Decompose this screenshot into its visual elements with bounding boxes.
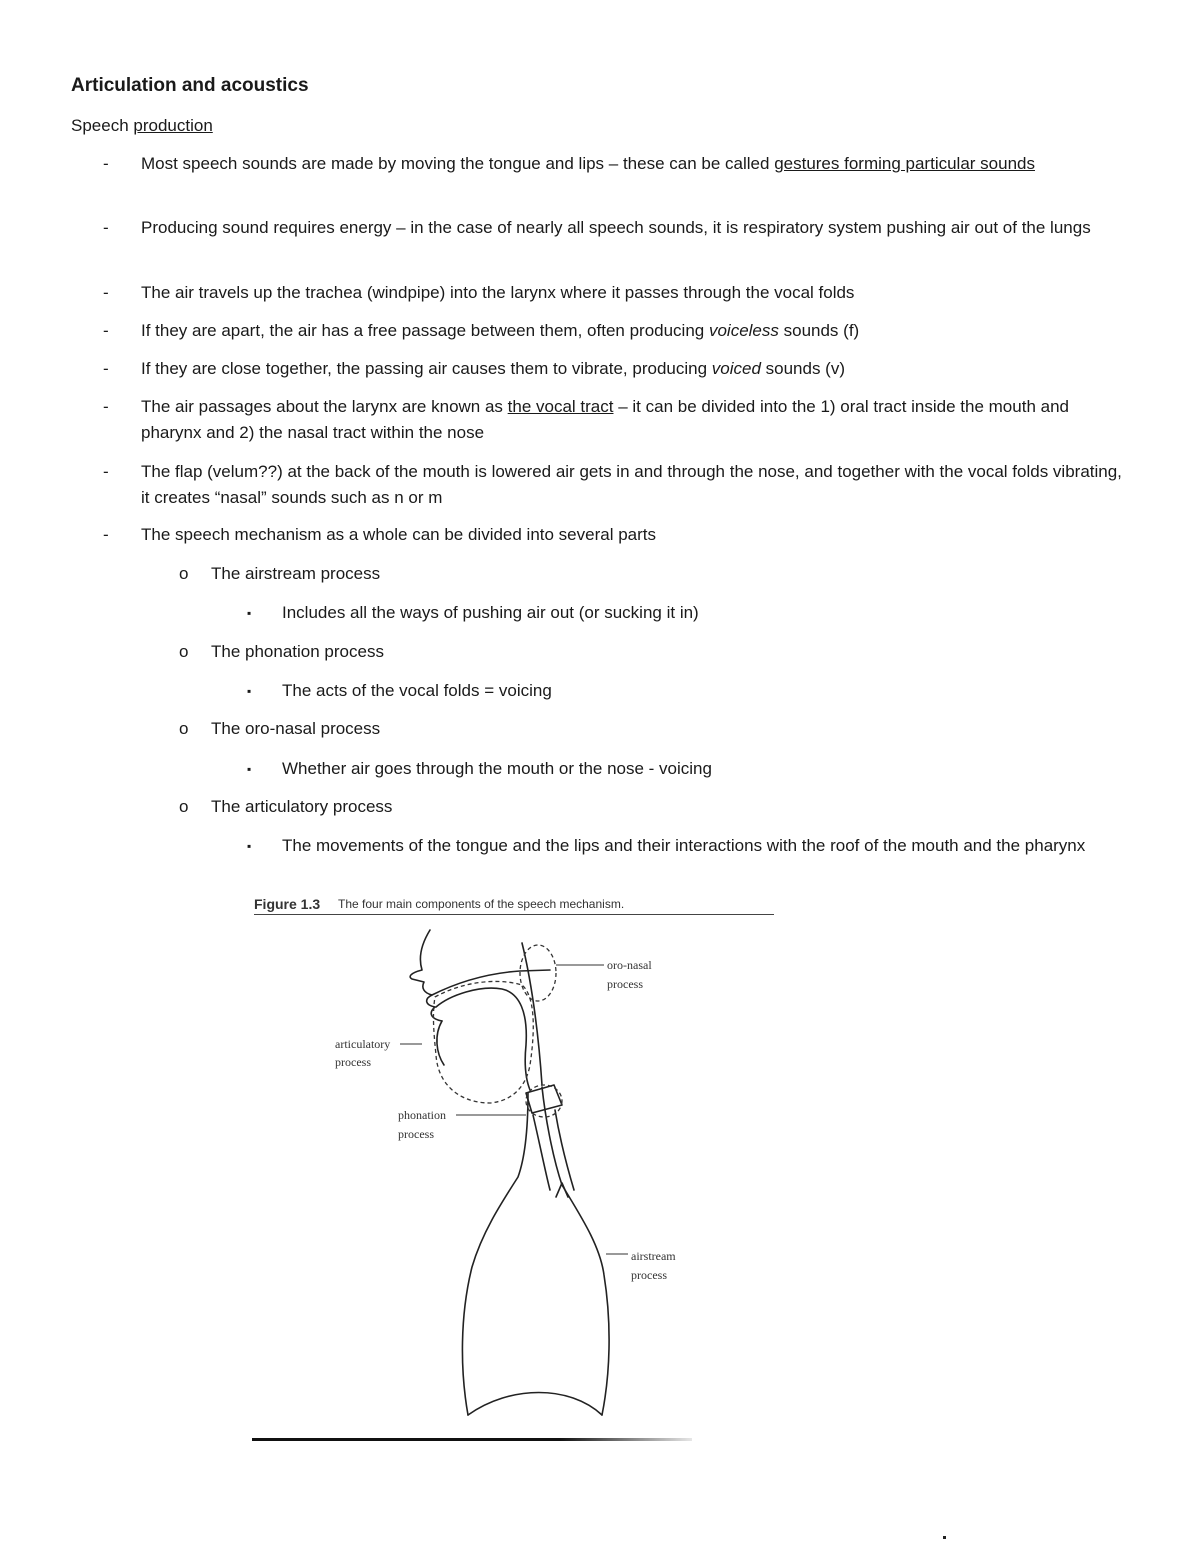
bullet-item-3 bbox=[141, 280, 1131, 306]
label-airstream-line2: process bbox=[631, 1268, 667, 1282]
bullet-text: The speech mechanism as a whole can be divided into several parts bbox=[141, 525, 657, 544]
square-bullet-marker: ▪ bbox=[247, 839, 252, 853]
lungs-bottom bbox=[468, 1393, 602, 1416]
dash-bullet-marker: - bbox=[103, 397, 109, 416]
bullet-text: If they are close together, the passing air causes them to vibrate, producing bbox=[141, 359, 712, 378]
circle-bullet-marker: o bbox=[179, 797, 189, 816]
dash-bullet-marker: - bbox=[103, 462, 109, 481]
neck-back bbox=[542, 1087, 609, 1415]
bullet-text: The air passages about the larynx are known as bbox=[141, 397, 508, 416]
trachea-line-2 bbox=[555, 1110, 574, 1190]
dash-bullet-marker: - bbox=[103, 154, 109, 173]
square-bullet-marker: ▪ bbox=[247, 684, 252, 698]
label-phonation-line1: phonation bbox=[398, 1108, 446, 1122]
bullet-item-1 bbox=[141, 151, 1131, 177]
label-oronasal-line1: oro-nasal bbox=[607, 958, 652, 972]
bullet-italic-text: voiced bbox=[711, 359, 761, 378]
dash-bullet-marker: - bbox=[103, 525, 109, 544]
dash-bullet-marker: - bbox=[103, 359, 109, 378]
figure-caption: The four main components of the speech mechanism. bbox=[338, 897, 625, 911]
oro-nasal-region-outline bbox=[520, 945, 556, 1001]
bullet-text: sounds (f) bbox=[778, 321, 860, 340]
section-heading-underlined: production bbox=[133, 116, 213, 135]
page-mark bbox=[943, 1536, 946, 1539]
label-articulatory-line2: process bbox=[335, 1055, 371, 1069]
process-item-oronasal: The oro-nasal process bbox=[211, 719, 381, 738]
process-item-airstream: The airstream process bbox=[211, 564, 381, 583]
circle-bullet-marker: o bbox=[179, 642, 189, 661]
figure-number: Figure 1.3 bbox=[254, 896, 321, 912]
dash-bullet-marker: - bbox=[103, 218, 109, 237]
bullet-item-7 bbox=[141, 459, 1131, 511]
neck-front bbox=[462, 1093, 528, 1415]
bullet-item-4 bbox=[141, 318, 1131, 344]
bullet-text: The air travels up the trachea (windpipe) into the larynx where it passes through the vocal folds bbox=[141, 283, 855, 302]
face-profile-outline bbox=[410, 930, 442, 1021]
page-title: Articulation and acoustics bbox=[71, 75, 309, 96]
process-item-phonation: The phonation process bbox=[211, 642, 384, 661]
circle-bullet-marker: o bbox=[179, 564, 189, 583]
dash-bullet-marker: - bbox=[103, 283, 109, 302]
process-detail-phonation: The acts of the vocal folds = voicing bbox=[282, 681, 552, 700]
process-detail-airstream: Includes all the ways of pushing air out (or sucking it in) bbox=[282, 603, 699, 622]
bullet-text: Producing sound requires energy – in the case of nearly all speech sounds, it is respiratory system pushing air out of the lungs bbox=[141, 218, 1091, 237]
section-heading-prefix: Speech bbox=[71, 116, 134, 135]
figure-bottom-rule bbox=[252, 1438, 692, 1441]
square-bullet-marker: ▪ bbox=[247, 762, 252, 776]
process-item-articulatory: The articulatory process bbox=[211, 797, 393, 816]
bullet-underlined-text: the vocal tract bbox=[507, 397, 614, 416]
bullet-item-2 bbox=[141, 215, 1131, 241]
bullet-item-6 bbox=[141, 394, 1131, 446]
figure-header bbox=[254, 896, 774, 915]
bullet-item-8 bbox=[141, 522, 1131, 548]
label-airstream-line1: airstream bbox=[631, 1249, 676, 1263]
bullet-text: The flap (velum??) at the back of the mouth is lowered air gets in and through the nose, and together with the vocal folds vibrating, it creates “nasal” sounds such as n or m bbox=[141, 462, 1122, 507]
circle-bullet-marker: o bbox=[179, 719, 189, 738]
label-phonation-line2: process bbox=[398, 1127, 434, 1141]
tongue-outline bbox=[436, 988, 530, 1090]
process-detail-oronasal: Whether air goes through the mouth or the nose - voicing bbox=[282, 759, 712, 778]
process-detail-articulatory: The movements of the tongue and the lips and their interactions with the roof of the mouth and the pharynx bbox=[282, 836, 1086, 855]
jaw-outline bbox=[437, 1021, 444, 1065]
bullet-text: – it can be divided into the 1) oral tract inside the mouth and pharynx and 2) the nasal tract within the nose bbox=[141, 397, 1069, 442]
bullet-text: sounds (v) bbox=[760, 359, 846, 378]
section-heading bbox=[71, 115, 213, 137]
label-articulatory-line1: articulatory bbox=[335, 1037, 391, 1051]
label-oronasal-line2: process bbox=[607, 977, 643, 991]
square-bullet-marker: ▪ bbox=[247, 606, 252, 620]
bullet-underlined-text: gestures forming particular sounds bbox=[774, 154, 1035, 173]
speech-mechanism-diagram bbox=[250, 915, 710, 1440]
bullet-text: Most speech sounds are made by moving the tongue and lips – these can be called bbox=[141, 154, 775, 173]
dash-bullet-marker: - bbox=[103, 321, 109, 340]
bullet-item-5 bbox=[141, 356, 1131, 382]
bullet-italic-text: voiceless bbox=[708, 321, 779, 340]
bullet-text: If they are apart, the air has a free passage between them, often producing bbox=[141, 321, 709, 340]
